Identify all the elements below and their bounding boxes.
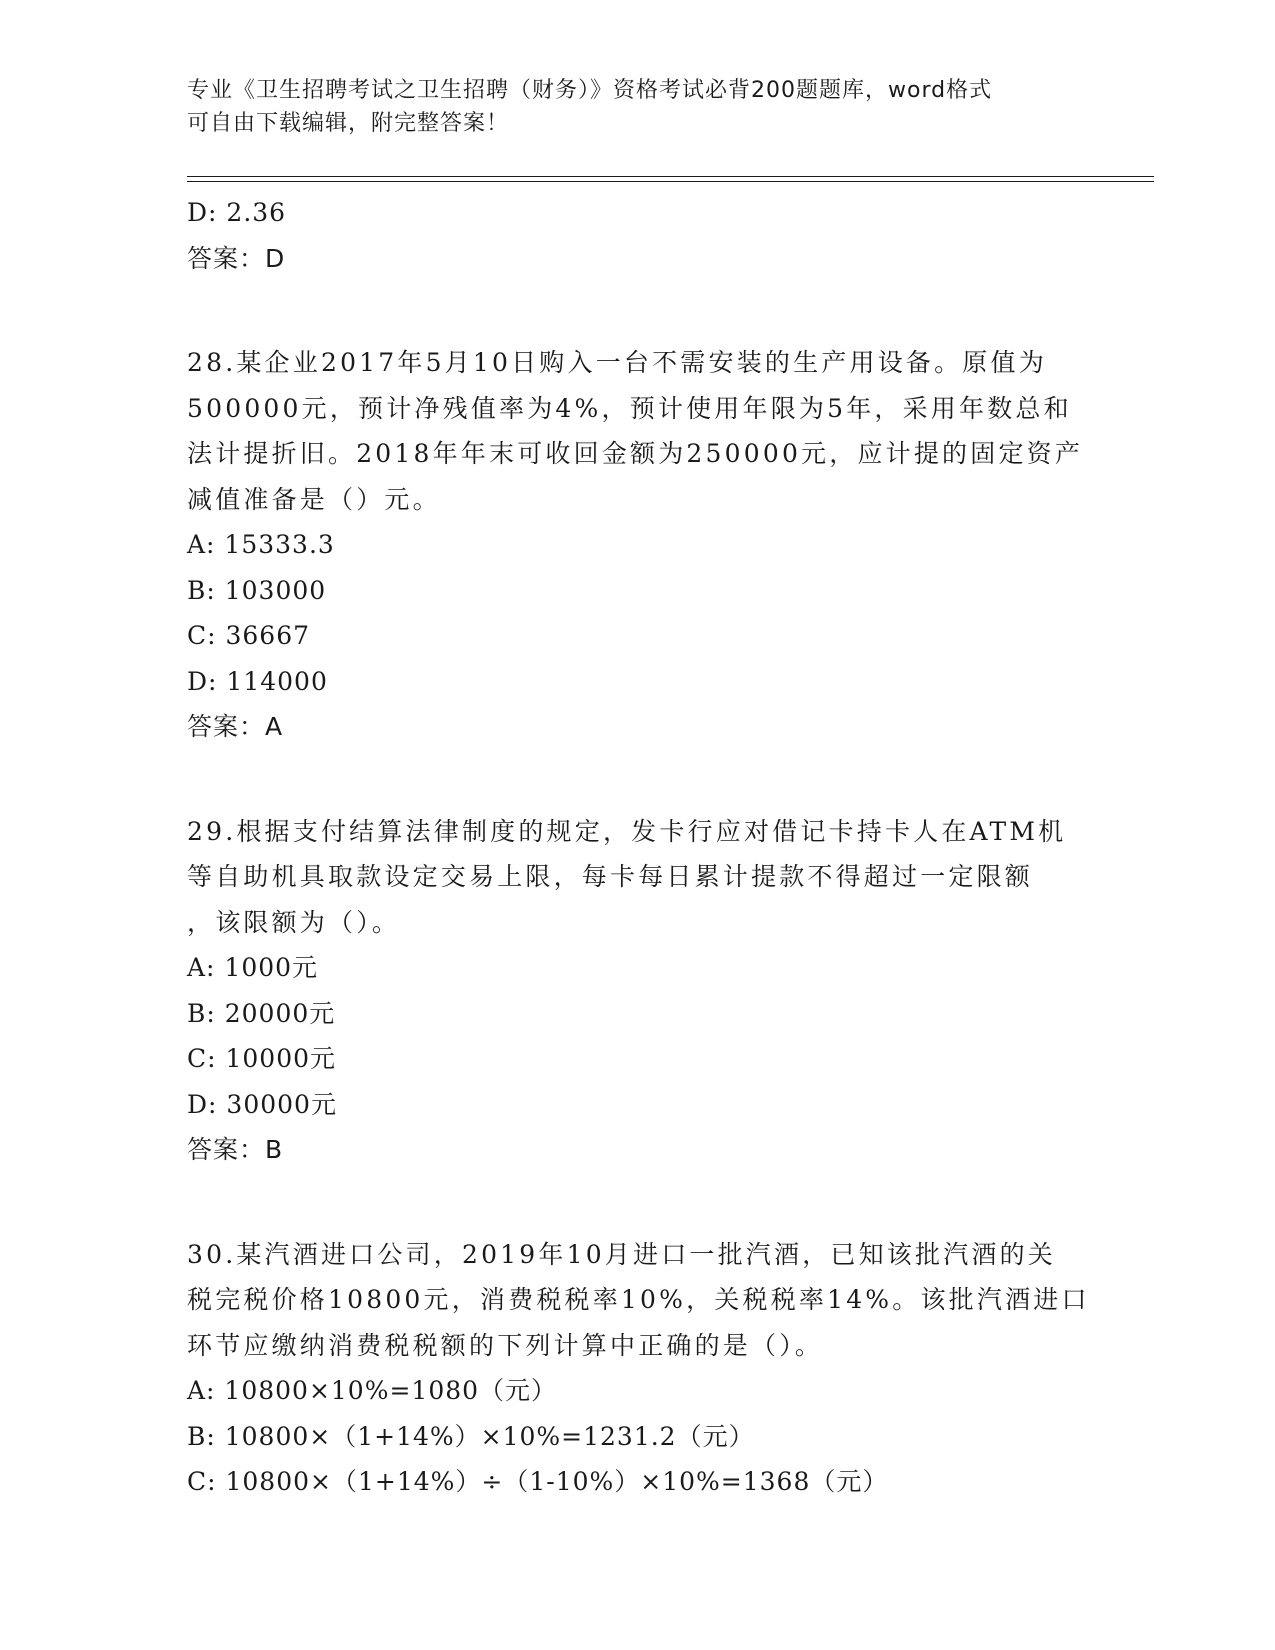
option-a: A: 10800×10%=1080（元） (187, 1376, 558, 1405)
spacer (187, 750, 1087, 809)
stem-line: ，该限额为（）。 (187, 907, 401, 937)
header-line-1: 专业《卫生招聘考试之卫生招聘（财务）》资格考试必背200题题库，word格式 (187, 78, 993, 103)
question-stem (187, 809, 1087, 946)
answer-line: 答案：A (187, 712, 284, 741)
option-c: C: 10800×（1+14%）÷（1-10%）×10%=1368（元） (187, 1467, 889, 1496)
option-d: D: 30000元 (187, 1089, 337, 1119)
previous-question-tail (187, 190, 1087, 281)
stem-line: 税完税价格10800元，消费税税率10%，关税税率14%。该批汽酒进口 (187, 1285, 1090, 1314)
page-header (187, 74, 1067, 140)
spacer (187, 281, 1087, 340)
option-a: A: 1000元 (187, 953, 319, 982)
answer-line: 答案：B (187, 1135, 284, 1164)
header-divider-top (187, 176, 1154, 177)
question-28 (187, 340, 1087, 750)
stem-line: 环节应缴纳消费税税额的下列计算中正确的是（）。 (187, 1330, 824, 1360)
option-d: D: 2.36 (187, 198, 287, 227)
header-line-2: 可自由下载编辑，附完整答案！ (187, 111, 510, 136)
stem-line: 减值准备是（）元。 (187, 484, 441, 514)
header-divider-bottom (187, 181, 1154, 182)
option-b: B: 10800×（1+14%）×10%=1231.2（元） (187, 1421, 755, 1451)
option-a: A: 15333.3 (187, 530, 335, 559)
option-b: B: 20000元 (187, 998, 336, 1028)
spacer (187, 1173, 1087, 1232)
stem-line: 29.根据支付结算法律制度的规定，发卡行应对借记卡持卡人在ATM机 (187, 816, 1067, 846)
option-d: D: 114000 (187, 666, 328, 696)
answer-line: 答案：D (187, 243, 286, 273)
question-stem (187, 340, 1087, 522)
option-b: B: 103000 (187, 575, 327, 605)
question-30 (187, 1232, 1090, 1505)
question-29 (187, 809, 1087, 1173)
option-c: C: 10000元 (187, 1044, 337, 1073)
stem-line: 28.某企业2017年5月10日购入一台不需安装的生产用设备。原值为 (187, 348, 1047, 377)
stem-line: 500000元，预计净残值率为4%，预计使用年限为5年，采用年数总和 (187, 393, 1072, 423)
question-stem (187, 1232, 1090, 1369)
option-c: C: 36667 (187, 621, 311, 650)
stem-line: 法计提折旧。2018年年末可收回金额为250000元，应计提的固定资产 (187, 439, 1084, 468)
question-content (187, 190, 1090, 1505)
stem-line: 30.某汽酒进口公司，2019年10月进口一批汽酒，已知该批汽酒的关 (187, 1239, 1056, 1269)
stem-line: 等自助机具取款设定交易上限，每卡每日累计提款不得超过一定限额 (187, 862, 1034, 891)
